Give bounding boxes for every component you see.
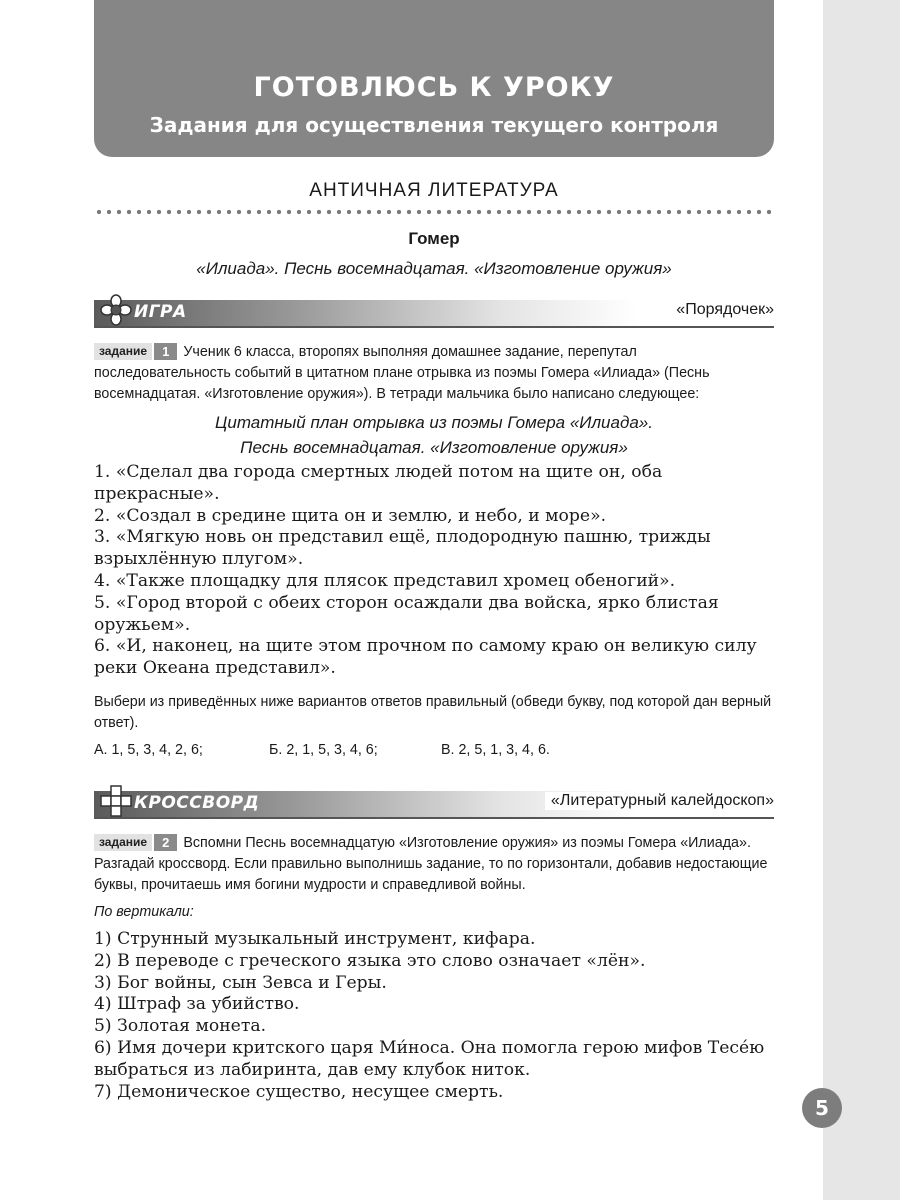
answer-option-a[interactable]: А. 1, 5, 3, 4, 2, 6;: [94, 742, 203, 758]
task-label: задание: [94, 343, 152, 360]
crossword-icon: [100, 785, 132, 817]
task-2-text: Вспомни Песнь восемнадцатую «Изготовление оружия» из поэмы Гомера «Илиада». Разгадай кроссворд. Если правильно выполнишь задание, то по горизонтали, добавив недостающие буквы, прочитаешь имя богини мудрости и справедливой войны.: [94, 835, 768, 893]
plan-item: 1. «Сделал два города смертных людей потом на щите он, оба прекрасные».: [94, 462, 663, 504]
section-title: АНТИЧНАЯ ЛИТЕРАТУРА: [309, 180, 559, 201]
plan-title-line-1: Цитатный план отрывка из поэмы Гомера «Илиада».: [215, 413, 653, 432]
task-2-intro: [94, 833, 774, 896]
side-margin-strip: [823, 0, 900, 1200]
task-number: 2: [154, 834, 177, 851]
task-2-badge: [94, 834, 177, 851]
plan-list: [94, 462, 774, 680]
plan-item: 3. «Мягкую новь он представил ещё, плодородную пашню, трижды взрыхлённую плугом».: [94, 527, 711, 570]
clue-item: 1) Струнный музыкальный инструмент, кифара.: [94, 929, 536, 949]
crossword-banner: [94, 791, 774, 819]
game-banner: [94, 300, 774, 328]
task-1-text: Ученик 6 класса, второпях выполняя домашнее задание, перепутал последовательность событий в цитатном плане отрывка из поэмы Гомера «Илиада» (Песнь восемнадцатая. «Изготовление оружия»). В тетради мальчика было написано следующее:: [94, 344, 710, 402]
header-subtitle: Задания для осуществления текущего контроля: [149, 113, 719, 137]
dotted-divider: [94, 209, 774, 215]
work-title: «Илиада». Песнь восемнадцатая. «Изготовление оружия»: [196, 259, 672, 278]
answer-option-b[interactable]: Б. 2, 1, 5, 3, 4, 6;: [269, 742, 378, 758]
author-name: Гомер: [408, 229, 460, 248]
plan-item: 6. «И, наконец, на щите этом прочном по самому краю он великую силу реки Океана представил».: [94, 636, 757, 679]
page-header: [94, 0, 774, 157]
plan-title-line-2: Песнь восемнадцатая. «Изготовление оружия»: [240, 438, 628, 457]
plan-item: 5. «Город второй с обеих сторон осаждали два войска, ярко блистая оружьем».: [94, 592, 719, 635]
crossword-banner-title: «Литературный калейдоскоп»: [545, 792, 774, 810]
clue-item: 5) Золотая монета.: [94, 1016, 267, 1037]
clue-item: 7) Демоническое существо, несущее смерть.: [94, 1081, 504, 1102]
clue-item: 6) Имя дочери критского царя Ми́носа. Она помогла герою мифов Тесе́ю выбраться из лабиринта, дав ему клубок ниток.: [94, 1037, 765, 1080]
answer-question: Выбери из приведённых ниже вариантов ответов правильный (обведи букву, под которой дан верный ответ).: [94, 694, 772, 731]
clue-list: [94, 929, 774, 1103]
answer-option-c[interactable]: В. 2, 5, 1, 3, 4, 6.: [441, 742, 550, 758]
clue-item: 2) В переводе с греческого языка это слово означает «лён».: [94, 950, 646, 971]
game-banner-title: «Порядочек»: [670, 301, 774, 319]
game-banner-label: ИГРА: [134, 302, 187, 322]
header-title: ГОТОВЛЮСЬ К УРОКУ: [253, 72, 615, 103]
task-number: 1: [154, 343, 177, 360]
plan-item: 4. «Также площадку для плясок представил хромец обеногий».: [94, 570, 676, 591]
task-1-intro: [94, 342, 774, 405]
flower-icon: [100, 294, 132, 326]
crossword-banner-label: КРОССВОРД: [134, 793, 260, 813]
task-label: задание: [94, 834, 152, 851]
plan-item: 2. «Создал в средине щита он и землю, и небо, и море».: [94, 505, 607, 526]
vertical-label: По вертикали:: [94, 904, 194, 920]
clue-item: 3) Бог войны, сын Зевса и Геры.: [94, 972, 387, 993]
page-number: 5: [802, 1088, 842, 1128]
task-1-badge: [94, 343, 177, 360]
clue-item: 4) Штраф за убийство.: [94, 994, 300, 1015]
